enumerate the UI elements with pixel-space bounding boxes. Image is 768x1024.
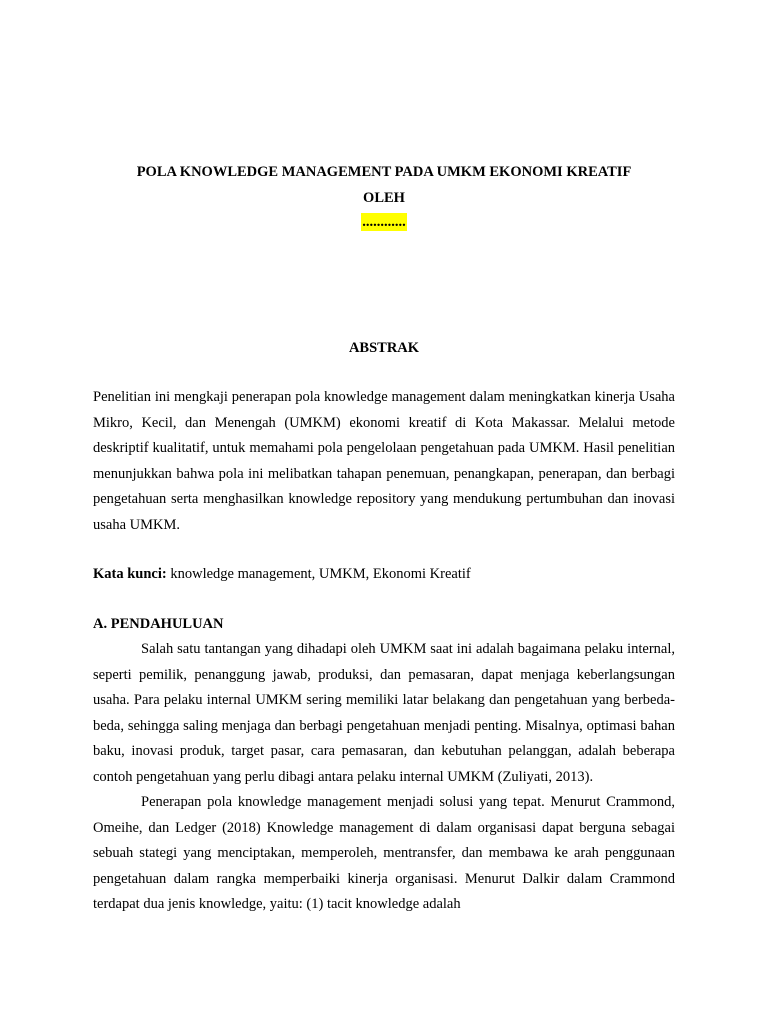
section-heading: A. PENDAHULUAN [93,616,224,632]
abstract-body: Penelitian ini mengkaji penerapan pola knowledge management dalam meningkatkan kinerja Usaha Mikro, Kecil, dan Menengah (UMKM) ekonomi kreatif di Kota Makassar. Melalui metode deskriptif kualitatif, untuk memahami pola pengelolaan pengetahuan pada UMKM. Hasil penelitian menunjukkan bahwa pola ini melibatkan tahapan penemuan, penangkapan, penerapan, dan berbagi pengetahuan serta menghasilkan knowledge repository yang mendukung pertumbuhan dan inovasi usaha UMKM. [93,389,675,533]
section-body [93,637,675,918]
paragraph: Salah satu tantangan yang dihadapi oleh UMKM saat ini adalah bagaimana pelaku internal, seperti pemilik, penanggung jawab, produksi, dan pemasaran, dapat menjaga keberlangsungan usaha. Para pelaku internal UMKM sering memiliki latar belakang dan pengetahuan yang berbeda-beda, sehingga saling menjaga dan berbagi pengetahuan menjadi penting. Misalnya, optimasi bahan baku, inovasi produk, target pasar, cara pemasaran, dan kebutuhan pelanggan, adalah beberapa contoh pengetahuan yang perlu dibagi antara pelaku internal UMKM (Zuliyati, 2013). [93,641,675,785]
keywords-label: Kata kunci: [93,566,167,582]
paragraph: Penerapan pola knowledge management menjadi solusi yang tepat. Menurut Crammond, Omeihe, dan Ledger (2018) Knowledge management di dalam organisasi dapat berguna sebagai sebuah stategi yang menciptakan, memperoleh, mentransfer, dan membawa ke arah penggunaan pengetahuan dalam rangka memperbaiki kinerja organisasi. Menurut Dalkir dalam Crammond terdapat dua jenis knowledge, yaitu: (1) tacit knowledge adalah [93,794,675,912]
by-label: OLEH [363,190,405,206]
author-placeholder: ............ [362,214,406,230]
author-line [93,212,675,232]
keywords-value: knowledge management, UMKM, Ekonomi Kreatif [166,566,471,582]
keywords-line [93,564,675,584]
abstract-heading: ABSTRAK [348,340,420,356]
document-title: POLA KNOWLEDGE MANAGEMENT PADA UMKM EKONOMI KREATIF [136,164,632,180]
